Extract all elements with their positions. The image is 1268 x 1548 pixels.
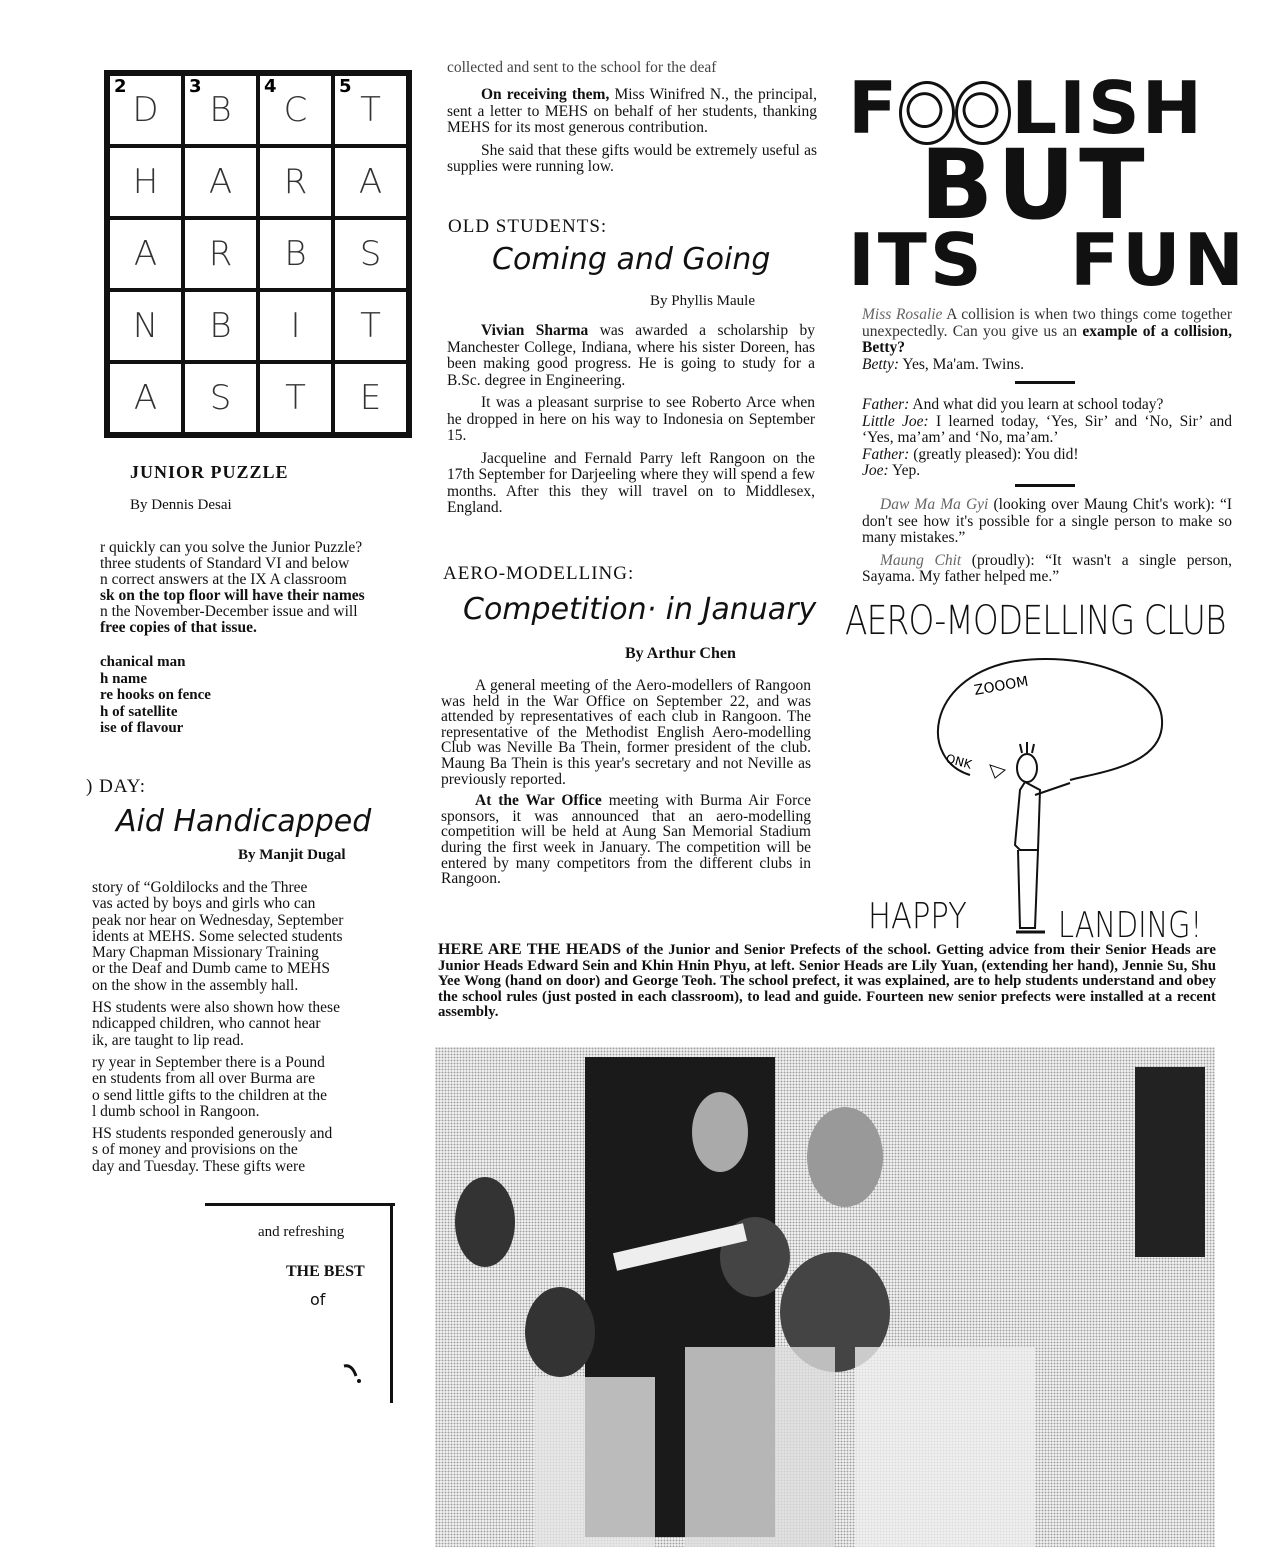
article-paragraph bbox=[92, 1126, 397, 1175]
old-students-p1: was awarded a scholarship by Manchester College, Indiana, where his sister Doreen, has been making good progress. He is going to study for a B.Sc. degree in Engineering. bbox=[447, 322, 815, 389]
puzzle-letter: T bbox=[285, 378, 306, 418]
clue-item: chanical man bbox=[100, 654, 186, 670]
carryover-lead: On receiving them, bbox=[481, 86, 610, 103]
clue-number: 5 bbox=[339, 76, 352, 97]
puzzle-cell bbox=[333, 74, 408, 146]
aero-lead: At the War Office bbox=[475, 792, 602, 810]
crossword-grid bbox=[104, 70, 412, 438]
puzzle-cell bbox=[108, 218, 183, 290]
article-line: or the Deaf and Dumb came to MEHS bbox=[92, 960, 331, 978]
puzzle-cell bbox=[333, 290, 408, 362]
joke-speaker: Daw Ma Ma Gyi bbox=[880, 496, 989, 513]
old-students-kicker: OLD STUDENTS: bbox=[448, 216, 608, 237]
caption-landing: LANDING! bbox=[1058, 905, 1203, 946]
article-line: story of “Goldilocks and the Three bbox=[92, 879, 308, 896]
handicapped-kicker: ) DAY: bbox=[86, 776, 147, 797]
hair bbox=[1020, 742, 1034, 753]
ad-logo-mark bbox=[342, 1362, 360, 1380]
ad-box-top-rule bbox=[205, 1203, 395, 1207]
article-line: peak nor hear on Wednesday, September bbox=[92, 911, 344, 929]
plane-text: QNK bbox=[944, 751, 974, 772]
article-line: ik, are taught to lip read. bbox=[92, 1031, 244, 1049]
puzzle-letter: S bbox=[359, 234, 382, 274]
clue-item: h name bbox=[100, 670, 148, 687]
old-students-lead: Vivian Sharma bbox=[481, 322, 589, 339]
puzzle-cell bbox=[258, 362, 333, 434]
head bbox=[1017, 754, 1037, 782]
puzzle-letter: A bbox=[208, 162, 233, 202]
joke-text-bold: example of a collision, Betty? bbox=[862, 322, 1232, 356]
joke-text: (looking over Maung Chit's work): “I don't see how it's possible for a single person to make so many mistakes.” bbox=[862, 496, 1232, 546]
clue-number: 4 bbox=[264, 76, 277, 97]
person-head bbox=[525, 1287, 595, 1377]
aero-p1: A general meeting of the Aero-modellers of Rangoon was held in the War Office on September 22, and was attended by representatives of each club in Rangoon. The representative of the Methodist English Aero-modelling Club was Neville Ba Thein, former president of the club. Maung Ba Thein is this year's secretary and not Neville as previously reported. bbox=[441, 677, 811, 788]
legs bbox=[1018, 850, 1038, 928]
clue-item: h of satellite bbox=[100, 703, 178, 720]
photo-caption-lead: HERE ARE THE HEADS bbox=[438, 941, 621, 958]
puzzle-letter: B bbox=[209, 90, 232, 130]
puzzle-letter: R bbox=[208, 234, 233, 274]
article-line: Mary Chapman Missionary Training bbox=[92, 944, 319, 962]
puzzle-letter: R bbox=[283, 162, 308, 202]
joke-school bbox=[862, 397, 1232, 480]
puzzle-cell bbox=[333, 218, 408, 290]
person-head bbox=[455, 1177, 515, 1267]
puzzle-letter: A bbox=[358, 162, 383, 202]
article-line: o send little gifts to the children at the bbox=[92, 1086, 328, 1104]
puzzle-cell bbox=[183, 362, 258, 434]
fun-title-f: F bbox=[848, 66, 900, 150]
fun-title-its: ITS bbox=[848, 218, 985, 302]
puzzle-letter: B bbox=[284, 234, 307, 274]
puzzle-cell bbox=[258, 146, 333, 218]
carryover-p2: She said that these gifts would be extremely useful as supplies were running low. bbox=[447, 141, 817, 175]
dialogue-line bbox=[862, 447, 1232, 464]
joke-speaker: Father: bbox=[862, 396, 910, 413]
article-line: vas acted by boys and girls who can bbox=[92, 895, 316, 913]
old-students-byline: By Phyllis Maule bbox=[650, 293, 756, 309]
fun-title-line2: BUT bbox=[920, 129, 1149, 241]
handicapped-headline: Aid Handicapped bbox=[116, 804, 372, 839]
photo-caption bbox=[438, 942, 1216, 1021]
puzzle-letter: E bbox=[359, 378, 382, 418]
intro-line: free copies of that issue. bbox=[100, 619, 257, 636]
puzzle-cell bbox=[258, 290, 333, 362]
ad-line-3: of bbox=[310, 1290, 326, 1309]
old-students-headline: Coming and Going bbox=[492, 242, 771, 277]
puzzle-letter: N bbox=[132, 306, 159, 346]
divider-rule bbox=[1015, 381, 1075, 384]
puzzle-letter: C bbox=[283, 90, 308, 130]
puzzle-letter: B bbox=[209, 306, 232, 346]
old-students-article bbox=[447, 323, 815, 523]
puzzle-cell bbox=[108, 146, 183, 218]
joke-text: I learned today, ‘Yes, Sir’ and ‘No, Sir’ and ‘Yes, ma’am’ and ‘No, ma’am.’ bbox=[862, 412, 1232, 446]
zoom-text: ZOOOM bbox=[972, 673, 1030, 699]
joke-speaker: Joe: bbox=[862, 462, 889, 479]
puzzle-cell bbox=[183, 146, 258, 218]
aero-headline: Competition· in January bbox=[463, 592, 817, 627]
joke-speaker: Miss Rosalie bbox=[862, 306, 943, 323]
article-line: day and Tuesday. These gifts were bbox=[92, 1157, 306, 1175]
joke-reply: Yes, Ma'am. Twins. bbox=[899, 355, 1025, 373]
club-title: AERO-MODELLING CLUB bbox=[845, 598, 1226, 644]
handicapped-byline: By Manjit Dugal bbox=[238, 847, 346, 863]
puzzle-letter: A bbox=[133, 234, 158, 274]
article-paragraph bbox=[92, 1055, 397, 1120]
puzzle-letter: T bbox=[360, 306, 381, 346]
article-paragraph bbox=[92, 880, 397, 994]
intro-line: r quickly can you solve the Junior Puzzle? bbox=[100, 539, 363, 556]
article-paragraph bbox=[92, 1000, 397, 1049]
aero-byline: By Arthur Chen bbox=[625, 645, 736, 662]
puzzle-letter: D bbox=[132, 90, 159, 130]
puzzle-cell bbox=[108, 290, 183, 362]
fun-title-lish: LISH bbox=[1011, 66, 1204, 150]
joke-text: Yep. bbox=[888, 462, 921, 479]
joke-speaker: Maung Chit bbox=[880, 551, 962, 569]
article-line: ry year in September there is a Pound bbox=[92, 1053, 325, 1071]
article-line: en students from all over Burma are bbox=[92, 1070, 315, 1088]
puzzle-cell bbox=[333, 362, 408, 434]
joke-mistakes bbox=[862, 497, 1232, 592]
intro-line: sk on the top floor will have their names bbox=[100, 587, 365, 604]
aero-article bbox=[441, 678, 811, 893]
puzzle-cell bbox=[183, 218, 258, 290]
article-line: HS students were also shown how these bbox=[92, 999, 340, 1017]
joke-text: A collision is when two things come together unexpectedly. Can you give us an bbox=[862, 306, 1232, 340]
person-head bbox=[692, 1092, 748, 1172]
puzzle-letter: T bbox=[360, 90, 381, 130]
intro-line: n correct answers at the IX A classroom bbox=[100, 571, 347, 588]
aero-p2: meeting with Burma Air Force sponsors, it was announced that an aero-modelling competition will be held at Aung San Memorial Stadium during the first week in January. The competition will be entered by many competitors from the different clubs in Rangoon. bbox=[441, 792, 811, 888]
dialogue-line bbox=[862, 397, 1232, 414]
person-head bbox=[807, 1107, 883, 1207]
ad-box-side-rule bbox=[390, 1203, 393, 1403]
dialogue-line bbox=[862, 414, 1232, 447]
puzzle-letter: H bbox=[132, 162, 159, 202]
article-line: on the show in the assembly hall. bbox=[92, 976, 299, 994]
article-line: HS students responded generously and bbox=[92, 1125, 333, 1143]
puzzle-letter: A bbox=[133, 378, 158, 418]
photo-caption-text: of the Junior and Senior Prefects of the school. Getting advice from their Senior Heads are Junior Heads Edward Sein and Khin Hnin Phyu, at left. Senior Heads are Lily Yuan, (extending her hand), Jennie Su, Shu Yee Wong (hand on door) and George Teoh. The school prefect, it was explained, are to help students understand and obey the school rules (just posted in each classroom), to lead and guide. Fourteen new senior prefects were installed at a recent assembly. bbox=[438, 942, 1216, 1020]
puzzle-title: JUNIOR PUZZLE bbox=[130, 462, 289, 482]
intro-line: three students of Standard VI and below bbox=[100, 555, 350, 572]
clue-item: ise of flavour bbox=[100, 720, 184, 736]
old-students-p2: It was a pleasant surprise to see Roberto Arce when he dropped in here on his way to Indonesia on September 15. bbox=[447, 394, 815, 444]
clue-item: re hooks on fence bbox=[100, 687, 211, 703]
window bbox=[1135, 1067, 1205, 1257]
puzzle-cell bbox=[333, 146, 408, 218]
joke-speaker: Little Joe: bbox=[862, 412, 929, 430]
ad-line-1: and refreshing bbox=[258, 1224, 345, 1240]
plane-icon bbox=[990, 765, 1005, 778]
intro-line: n the November-December issue and will bbox=[100, 603, 358, 620]
puzzle-cell bbox=[183, 290, 258, 362]
carryover-article bbox=[447, 87, 817, 182]
puzzle-clues bbox=[100, 654, 400, 737]
puzzle-cell bbox=[258, 218, 333, 290]
aero-kicker: AERO-MODELLING: bbox=[443, 563, 635, 584]
body bbox=[1015, 782, 1040, 850]
prefects-photo bbox=[435, 1047, 1215, 1547]
caption-happy: HAPPY bbox=[868, 896, 967, 937]
joke-speaker: Betty: bbox=[862, 355, 900, 373]
article-line: l dumb school in Rangoon. bbox=[92, 1102, 260, 1120]
carryover-p1: Miss Winifred N., the principal, sent a letter to MEHS on behalf of her students, thanking MEHS for its most generous contribution. bbox=[447, 86, 817, 136]
joke-collision bbox=[862, 307, 1232, 373]
joke-text: (greatly pleased): You did! bbox=[909, 445, 1079, 463]
dialogue-line bbox=[862, 463, 1232, 480]
article-line: s of money and provisions on the bbox=[92, 1141, 298, 1159]
joke-text: And what did you learn at school today? bbox=[909, 396, 1164, 413]
puzzle-cell bbox=[258, 74, 333, 146]
puzzle-cell bbox=[183, 74, 258, 146]
puzzle-cell bbox=[108, 362, 183, 434]
clue-number: 3 bbox=[189, 76, 202, 97]
puzzle-letter: S bbox=[209, 378, 232, 418]
joke-text: (proudly): “It wasn't a single person, Sayama. My father helped me.” bbox=[862, 551, 1232, 585]
divider-rule bbox=[1015, 484, 1075, 487]
article-line: ndicapped children, who cannot hear bbox=[92, 1015, 321, 1033]
old-students-p3: Jacqueline and Fernald Parry left Rangoon on the 17th September for Darjeeling where they will spend a few months. After this they will travel on to Middlesex, England. bbox=[447, 449, 815, 516]
article-line: idents at MEHS. Some selected students bbox=[92, 927, 343, 945]
puzzle-letter: I bbox=[290, 306, 301, 346]
handicapped-article bbox=[92, 880, 397, 1181]
puzzle-byline: By Dennis Desai bbox=[130, 497, 232, 513]
ad-line-2: THE BEST bbox=[286, 1263, 365, 1280]
clue-number: 2 bbox=[114, 76, 127, 97]
joke-speaker: Father: bbox=[862, 445, 910, 463]
carryover-line: collected and sent to the school for the deaf bbox=[447, 59, 717, 76]
puzzle-intro bbox=[100, 540, 405, 636]
fun-title-fun: FUN bbox=[1070, 218, 1247, 302]
puzzle-cell bbox=[108, 74, 183, 146]
